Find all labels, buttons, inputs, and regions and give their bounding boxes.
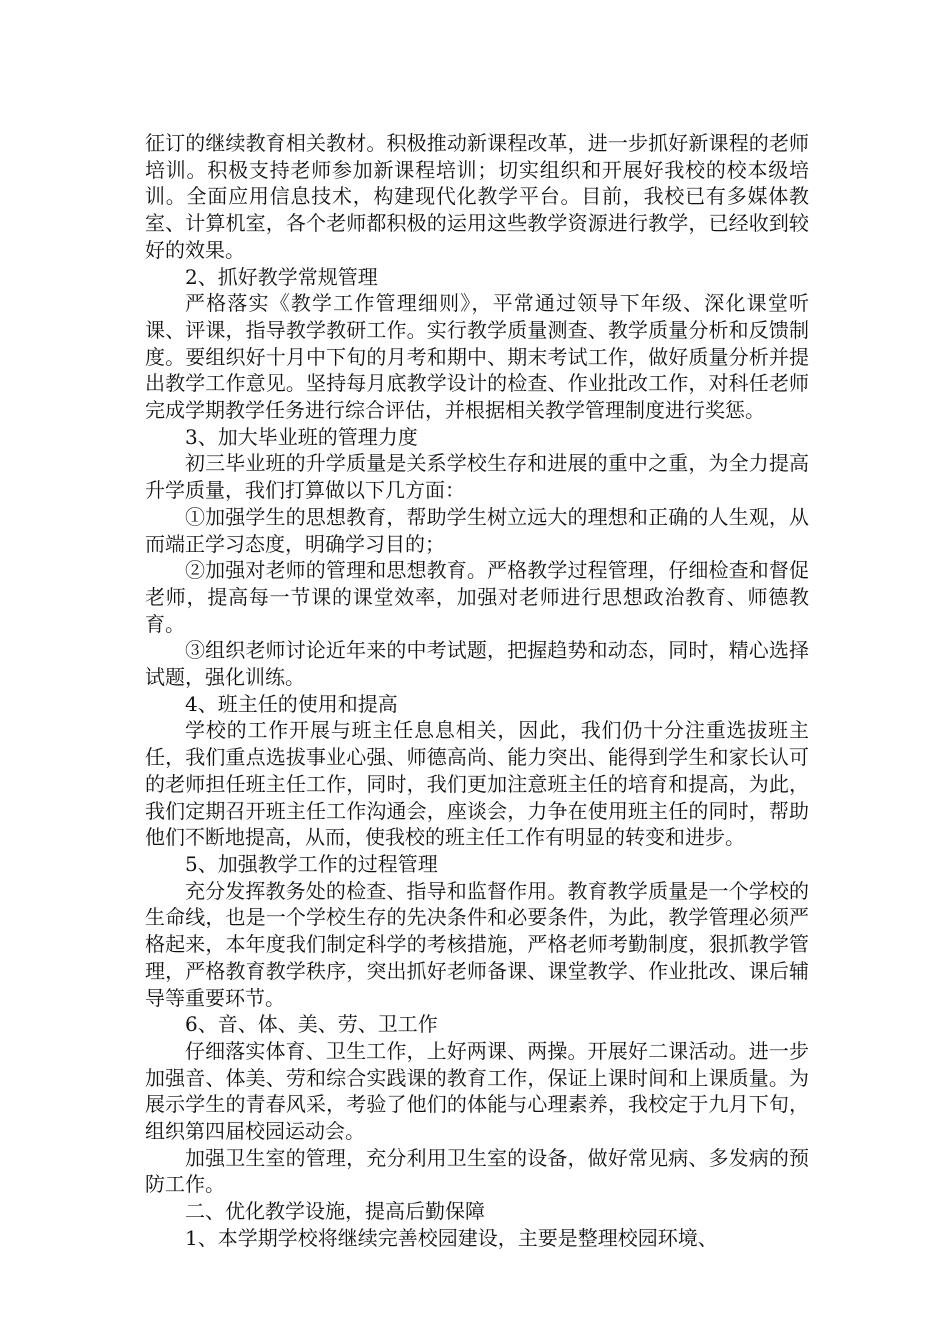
- heading-13: 6、音、体、美、劳、卫工作: [185, 1012, 438, 1037]
- paragraph-1: 征订的继续教育相关教材。积极推动新课程改革，进一步抓好新课程的老师培训。积极支持老师参加新课程培训；切实组织和开展好我校的校本级培训。全面应用信息技术，构建现代化教学平台。目前，我校已有多媒体教室、计算机室，各个老师都积极的运用这些教学资源进行教学，已经收到较好的效果。: [145, 131, 809, 262]
- heading-9: 4、班主任的使用和提高: [185, 691, 398, 716]
- paragraph-3: 严格落实《教学工作管理细则》，平常通过领导下年级、深化课堂听课、评课，指导教学教研工作。实行教学质量测查、教学质量分析和反馈制度。要组织好十月中下旬的月考和期中、期末考试工作，做好质量分析并提出教学工作意见。坚持每月底教学设计的检查、作业批改工作，对科任老师完成学期教学任务进行综合评估，并根据相关教学管理制度进行奖惩。: [145, 291, 809, 423]
- paragraph-14: 仔细落实体育、卫生工作，上好两课、两操。开展好二课活动。进一步加强音、体美、劳和综合实践课的教育工作，保证上课时间和上课质量。为展示学生的青春风采，考验了他们的体能与心理素养，我校定于九月下旬，组织第四届校园运动会。: [145, 1038, 809, 1144]
- document-body: [145, 130, 809, 1252]
- paragraph-15: 加强卫生室的管理，充分利用卫生室的设备，做好常见病、多发病的预防工作。: [145, 1145, 809, 1197]
- heading-16: 二、优化教学设施，提高后勤保障: [185, 1199, 485, 1224]
- paragraph-5: 初三毕业班的升学质量是关系学校生存和进展的重中之重，为全力提高升学质量，我们打算做以下几方面：: [145, 451, 809, 503]
- list-item-8: ③组织老师讨论近年来的中考试题，把握趋势和动态，同时，精心选择试题，强化训练。: [145, 638, 809, 690]
- list-item-6: ①加强学生的思想教育，帮助学生树立远大的理想和正确的人生观，从而端正学习态度，明确学习目的；: [145, 504, 809, 556]
- list-item-7: ②加强对老师的管理和思想教育。严格教学过程管理，仔细检查和督促老师，提高每一节课的课堂效率，加强对老师进行思想政治教育、师德教育。: [145, 558, 809, 636]
- paragraph-10: 学校的工作开展与班主任息息相关，因此，我们仍十分注重选拔班主任，我们重点选拔事业心强、师德高尚、能力突出、能得到学生和家长认可的老师担任班主任工作，同时，我们更加注意班主任的培育和提高，为此，我们定期召开班主任工作沟通会，座谈会，力争在使用班主任的同时，帮助他们不断地提高，从而，使我校的班主任工作有明显的转变和进步。: [145, 718, 809, 850]
- heading-4: 3、加大毕业班的管理力度: [185, 424, 418, 449]
- paragraph-17: 1、本学期学校将继续完善校园建设，主要是整理校园环境、: [185, 1225, 718, 1250]
- paragraph-12: 充分发挥教务处的检查、指导和监督作用。教育教学质量是一个学校的生命线，也是一个学校生存的先决条件和必要条件，为此，教学管理必须严格起来，本年度我们制定科学的考核措施，严格老师考勤制度，狠抓教学管理，严格教育教学秩序，突出抓好老师备课、课堂教学、作业批改、课后辅导等重要环节。: [145, 878, 809, 1010]
- heading-11: 5、加强教学工作的过程管理: [185, 851, 438, 876]
- heading-2: 2、抓好教学常规管理: [185, 264, 378, 289]
